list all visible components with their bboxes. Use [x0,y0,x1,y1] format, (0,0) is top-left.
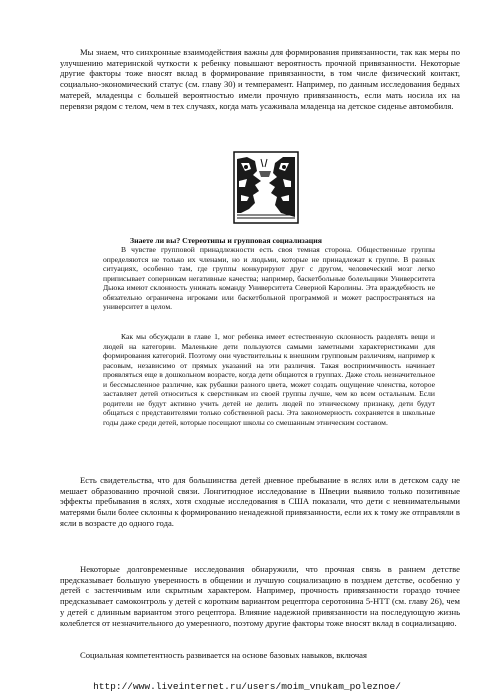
two-faces-illustration [233,151,299,224]
box-title: Знаете ли вы? Стереотипы и групповая социализация [130,236,322,245]
body-paragraph-2: Есть свидетельства, что для большинства детей дневное пребывание в яслях или в детском саду не мешает образованию прочной связи. Лонгитюдное исследование в Швеции выявило только позитивные эффекты пребывания в яслях, хотя сходные исследования в США показали, что дети с невнимательными матерями были более склонны к формированию ненадежной привязанности, если их к тому же отправляли в ясли в возрасте до одного года. [60,475,460,528]
box-paragraph-2: Как мы обсуждали в главе 1, мог ребенка имеет естественную склонность разделять вещи и людей на категории. Маленькие дети пользуются самыми заметными характеристиками для формирования категорий. Поэтому они чувствительны к внешним групповым различиям, например к расовым, независимо от прямых указаний на эти различия. Такая восприимчивость начинает проявляться еще в дошкольном возрасте, когда дети общаются в группах. Даже столь незначительное и бессмысленное различие, как рубашки разного цвета, может создать ощущение членства, которое заставляет детей относиться к сверстникам из своей группы лучше, чем ко всем остальным. Если родители не будут активно учить детей не делить людей по этническому признаку, дети будут общаться с представителями только собственной расы. Эта закономерность сохраняется в школьные годы даже среди детей, которые посещают школы со смешанным этническим составом. [103,332,435,427]
body-paragraph-4: Социальная компетентность развивается на основе базовых навыков, включая [80,650,367,660]
body-paragraph-3: Некоторые долговременные исследования обнаружили, что прочная связь в раннем детстве предсказывает большую уверенность в общении и лучшую социализацию в позднем детстве, особенно у детей с застенчивым или скрытным характером. Например, прочность привязанности гораздо точнее предсказывает самоконтроль у детей с коротким вариантом рецептора серотонина 5-HTT (см. главу 26), чем у детей с длинным вариантом этого рецептора. Влияние надежной привязанности на последующую жизнь колеблется от незначительного до умеренного, поэтому другие факторы тоже вносят вклад в социализацию. [60,564,460,628]
footer-url[interactable]: http://www.liveinternet.ru/users/moim_vnukam_poleznoe/ [93,681,401,692]
body-paragraph-1: Мы знаем, что синхронные взаимодействия важны для формирования привязанности, так как меры по улучшению материнской чуткости к ребенку повышают вероятность прочной привязанности. Некоторые другие факторы тоже вносят вклад в формирование привязанности, в том числе физический контакт, социально-экономический статус (см. главу 30) и темперамент. Например, по данным исследования бедных матерей, младенцы с большей вероятностью имели прочную привязанность, если мать носила их на перевязи рядом с телом, чем в тех случаях, когда мать усаживала младенца на детское сиденье автомобиля. [60,47,460,111]
box-paragraph-1: В чувстве групповой принадлежности есть своя темная сторона. Общественные группы определяются не только их членами, но и людьми, которые не принадлежат к группе. В разных ситуациях, особенно там, где группы конкурируют друг с другом, человеческий мозг легко приписывает соперникам негативные качества; например, баскетбольные болельщики Университета Дьюка имеют склонность унижать команду Университета Северной Каролины. Эта враждебность не обязательно ограничена игроками или баскетбольной программой и может распространяться на университет в целом. [103,245,435,311]
